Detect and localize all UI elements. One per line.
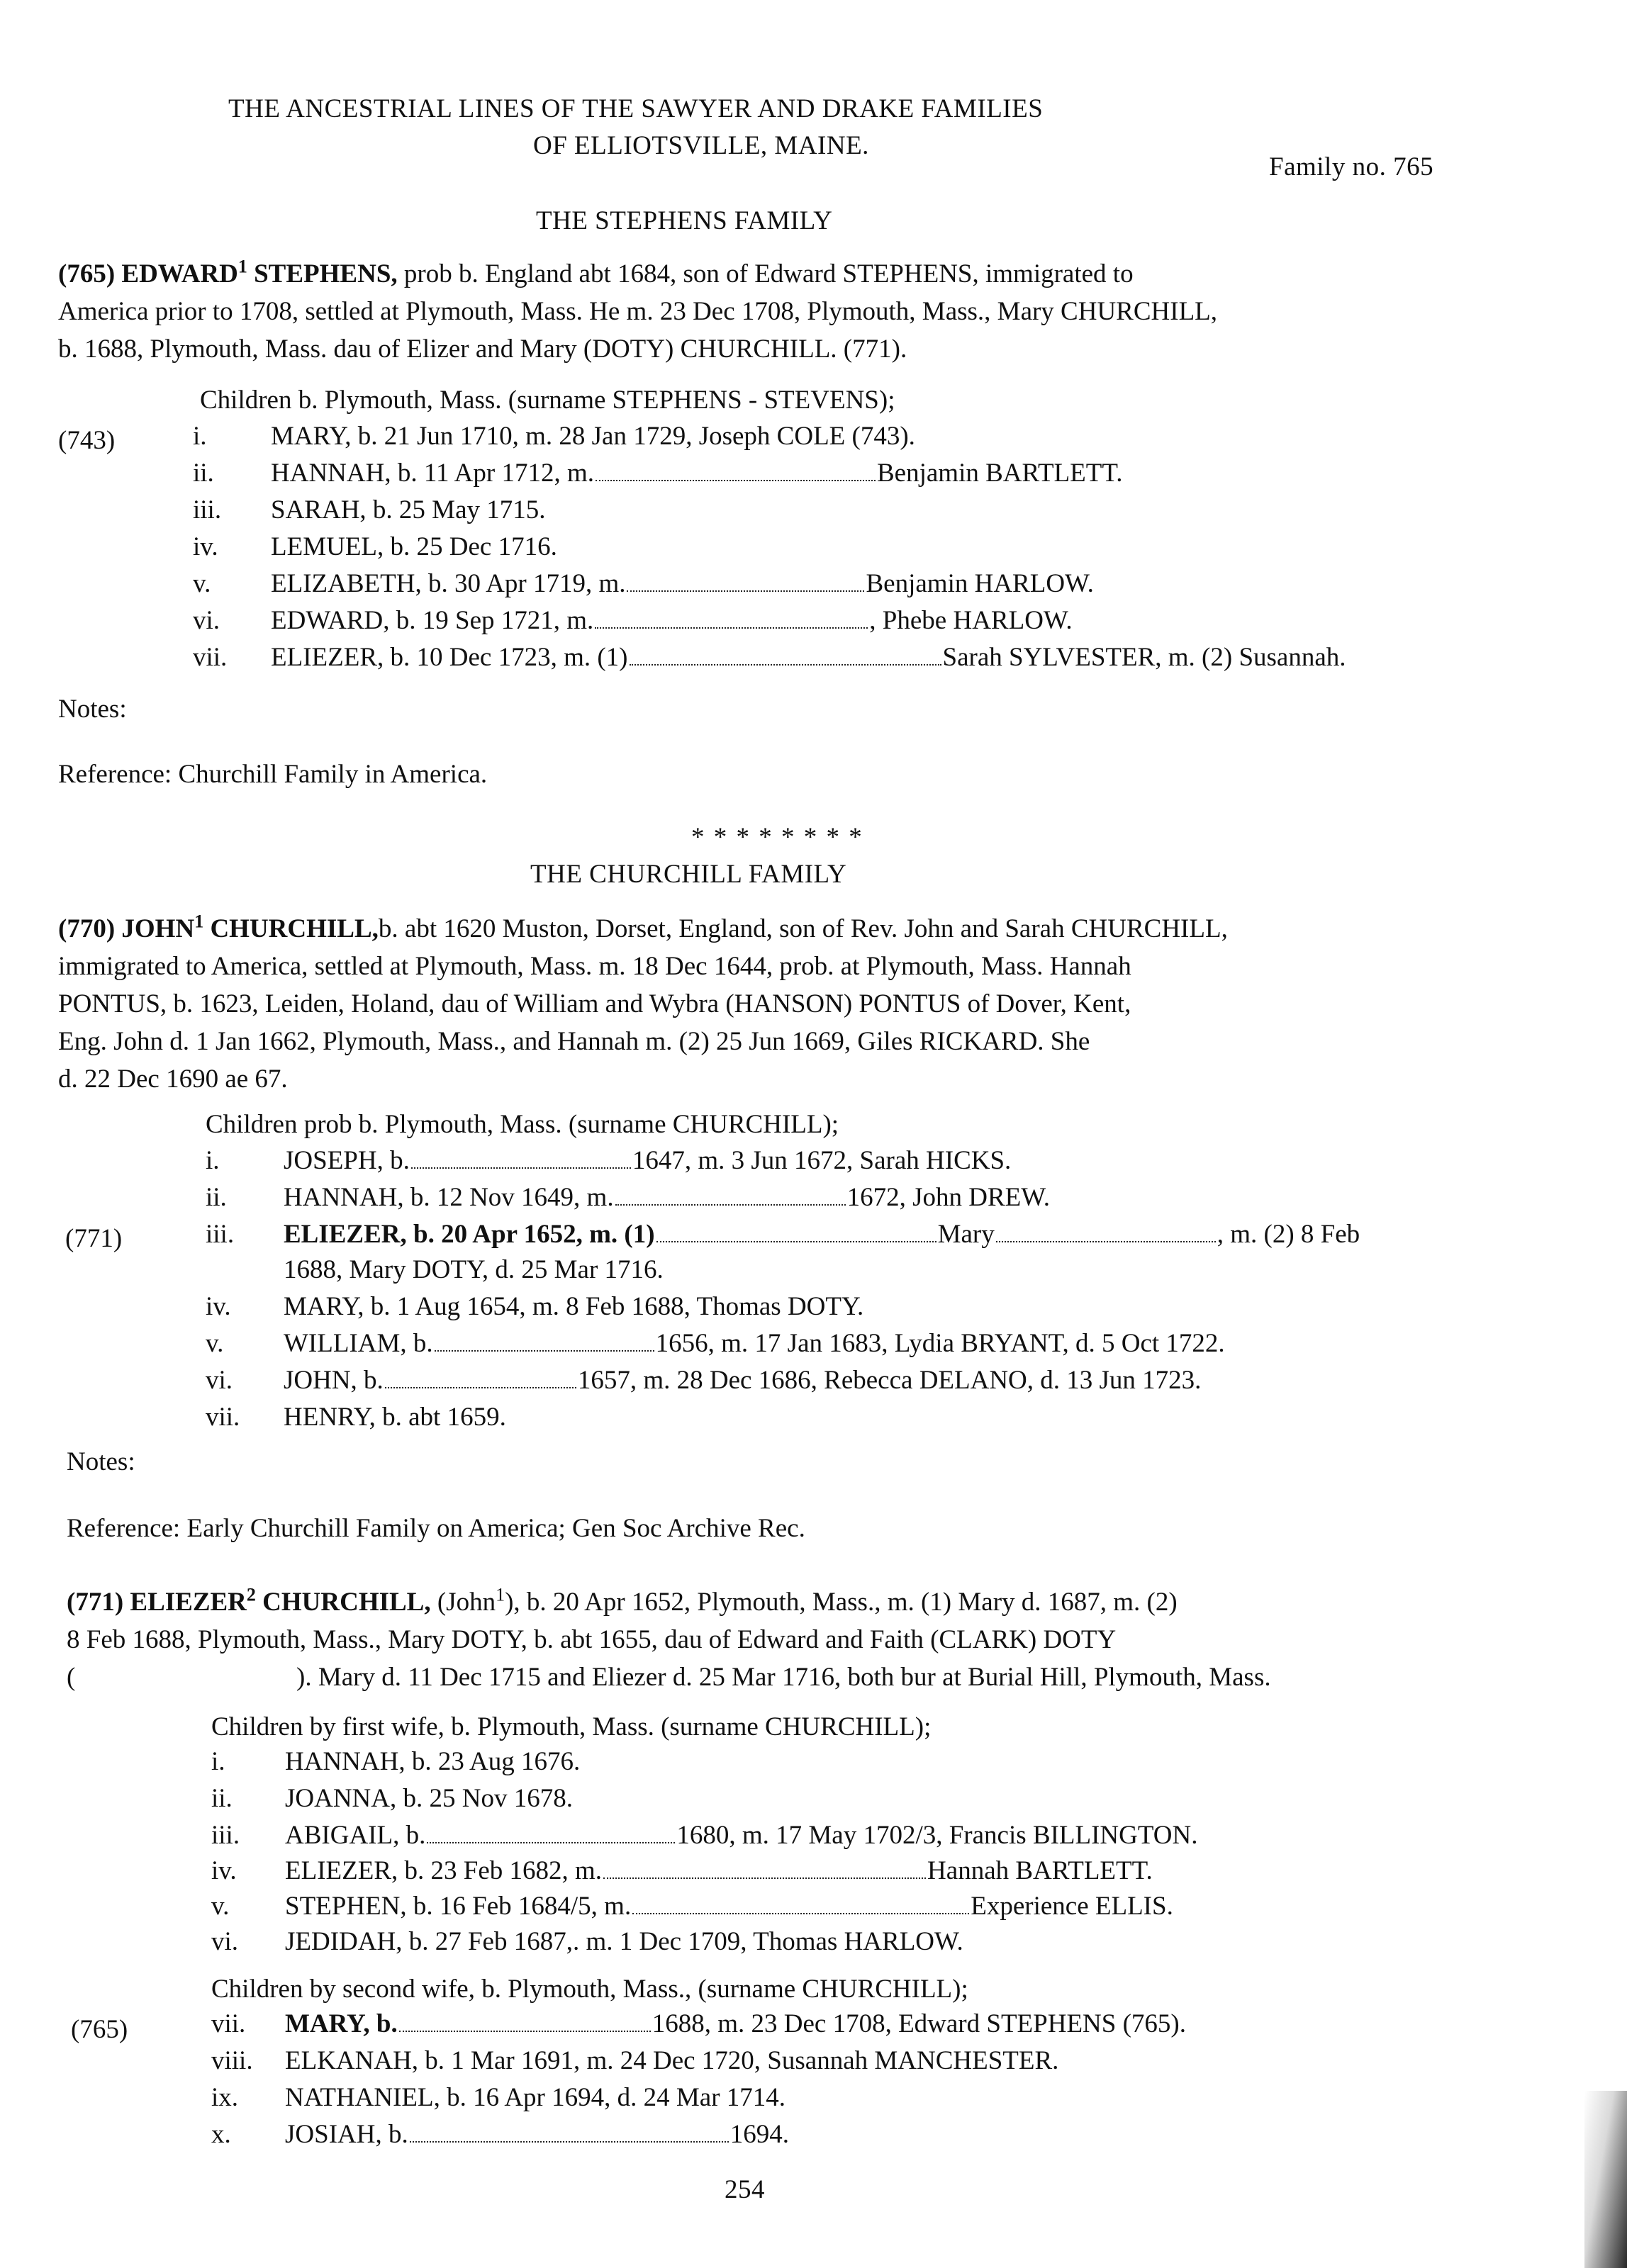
churchill-heading: THE CHURCHILL FAMILY	[530, 860, 847, 889]
section-separator: * * * * * * * *	[691, 823, 863, 852]
stephens-intro-line-2: America prior to 1708, settled at Plymouth, Mass. He m. 23 Dec 1708, Plymouth, Mass., Mary CHURCHILL,	[58, 297, 1218, 326]
child-entry-rest: 1647, m. 3 Jun 1672, Sarah HICKS.	[632, 1146, 1012, 1175]
stephens-intro-generation: 1	[237, 256, 247, 277]
child-number: i.	[193, 422, 207, 451]
child-number: ix.	[211, 2083, 239, 2112]
eliezer-intro-name: CHURCHILL,	[255, 1588, 431, 1617]
stephens-intro-rest: prob b. England abt 1684, son of Edward STEPHENS, immigrated to	[397, 259, 1134, 288]
stephens-notes-label: Notes:	[58, 695, 127, 724]
eliezer-intro-line-3: ). Mary d. 11 Dec 1715 and Eliezer d. 25 Mar 1716, both bur at Burial Hill, Plymouth, Mass.	[296, 1663, 1271, 1692]
eliezer-intro-line-1	[67, 1583, 1178, 1621]
child-entry: STEPHEN, b. 16 Feb 1684/5, m.	[285, 1892, 632, 1921]
child-number: iv.	[206, 1292, 231, 1321]
child-entry: JOSEPH, b.	[284, 1146, 410, 1175]
churchill-intro-line-1	[58, 910, 1228, 948]
child-entry: ELIEZER, b. 20 Apr 1652, m. (1)	[284, 1220, 655, 1249]
churchill-notes-label: Notes:	[67, 1447, 135, 1476]
stephens-intro-line-3: b. 1688, Plymouth, Mass. dau of Elizer and Mary (DOTY) CHURCHILL. (771).	[58, 335, 907, 364]
child-entry: EDWARD, b. 19 Sep 1721, m.	[271, 606, 594, 635]
scan-shadow	[1584, 2091, 1627, 2268]
child-number: i.	[211, 1747, 225, 1776]
blank-line	[410, 2141, 729, 2143]
stephens-heading: THE STEPHENS FAMILY	[536, 206, 833, 235]
page-number: 254	[725, 2175, 765, 2204]
stephens-xref-743: (743)	[58, 426, 116, 455]
child-number: ii.	[193, 459, 214, 488]
child-entry: MARY, b. 21 Jun 1710, m. 28 Jan 1729, Joseph COLE (743).	[271, 422, 915, 451]
child-entry: JEDIDAH, b. 27 Feb 1687,. m. 1 Dec 1709, Thomas HARLOW.	[285, 1927, 963, 1956]
stephens-children-intro: Children b. Plymouth, Mass. (surname STEPHENS - STEVENS);	[200, 386, 895, 415]
child-entry: HANNAH, b. 12 Nov 1649, m.	[284, 1183, 614, 1212]
eliezer-xref-765: (765)	[71, 2015, 128, 2044]
child-entry: WILLIAM, b.	[284, 1329, 433, 1358]
child-number: i.	[206, 1146, 220, 1175]
churchill-intro-rest: b. abt 1620 Muston, Dorset, England, son of Rev. John and Sarah CHURCHILL,	[378, 914, 1228, 943]
child-spouse: Sarah SYLVESTER, m. (2) Susannah.	[942, 643, 1346, 672]
child-entry: NATHANIEL, b. 16 Apr 1694, d. 24 Mar 1714.	[285, 2083, 786, 2112]
blank-line	[435, 1350, 654, 1352]
blank-line	[996, 1241, 1216, 1242]
blank-line	[615, 1204, 846, 1206]
blank-line	[632, 1913, 969, 1914]
child-entry: ABIGAIL, b.	[285, 1821, 426, 1850]
child-entry-rest: 1657, m. 28 Dec 1686, Rebecca DELANO, d. 13 Jun 1723.	[577, 1366, 1202, 1395]
eliezer-intro-rest: ), b. 20 Apr 1652, Plymouth, Mass., m. (1) Mary d. 1687, m. (2)	[505, 1588, 1178, 1617]
churchill-intro-line-2: immigrated to America, settled at Plymouth, Mass. m. 18 Dec 1644, prob. at Plymouth, Mass. Hannah	[58, 952, 1131, 981]
child-number: iv.	[211, 1856, 237, 1885]
eliezer-intro-generation: 2	[246, 1584, 256, 1605]
blank-line	[411, 1167, 631, 1169]
child-number: vi.	[206, 1366, 233, 1395]
child-entry: JOANNA, b. 25 Nov 1678.	[285, 1784, 573, 1813]
child-number: iii.	[206, 1220, 235, 1249]
child-entry-rest: 1694.	[729, 2120, 789, 2149]
churchill-reference: Reference: Early Churchill Family on America; Gen Soc Archive Rec.	[67, 1514, 805, 1543]
eliezer-intro-line-2: 8 Feb 1688, Plymouth, Mass., Mary DOTY, b. abt 1655, dau of Edward and Faith (CLARK) DOTY	[67, 1625, 1117, 1654]
child-number: v.	[193, 569, 211, 598]
child-entry: JOHN, b.	[284, 1366, 384, 1395]
child-entry: HANNAH, b. 11 Apr 1712, m.	[271, 459, 594, 488]
stephens-reference: Reference: Churchill Family in America.	[58, 760, 488, 789]
churchill-intro-id: (770) JOHN	[58, 914, 195, 943]
stephens-intro-line-1	[58, 255, 1134, 293]
eliezer-parent-generation: 1	[496, 1584, 505, 1605]
child-spouse: Benjamin HARLOW.	[866, 569, 1094, 598]
child-spouse: Benjamin BARTLETT.	[876, 459, 1123, 488]
child-number: ii.	[211, 1784, 233, 1813]
child-entry: ELIEZER, b. 23 Feb 1682, m.	[285, 1856, 603, 1885]
title-line-1: THE ANCESTRIAL LINES OF THE SAWYER AND DRAKE FAMILIES	[228, 94, 1044, 123]
child-entry-continuation: 1688, Mary DOTY, d. 25 Mar 1716.	[284, 1255, 664, 1284]
blank-line	[627, 590, 864, 592]
child-spouse: Mary	[937, 1220, 995, 1249]
child-entry: SARAH, b. 25 May 1715.	[271, 495, 546, 524]
child-entry-rest: 1656, m. 17 Jan 1683, Lydia BRYANT, d. 5 Oct 1722.	[655, 1329, 1225, 1358]
eliezer-intro-id: (771) ELIEZER	[67, 1588, 247, 1617]
blank-line	[385, 1387, 576, 1388]
churchill-children-intro: Children prob b. Plymouth, Mass. (surname CHURCHILL);	[206, 1110, 839, 1139]
stephens-intro-id: (765) EDWARD	[58, 259, 238, 288]
blank-line	[603, 1877, 926, 1879]
child-entry-rest: 1680, m. 17 May 1702/3, Francis BILLINGTON.	[676, 1821, 1198, 1850]
child-spouse: Experience ELLIS.	[971, 1892, 1173, 1921]
eliezer-intro-parent: (John	[430, 1588, 496, 1617]
blank-line	[595, 627, 868, 629]
child-entry: JOSIAH, b.	[285, 2120, 408, 2149]
child-entry: ELKANAH, b. 1 Mar 1691, m. 24 Dec 1720, Susannah MANCHESTER.	[285, 2046, 1059, 2075]
churchill-intro-line-3: PONTUS, b. 1623, Leiden, Holand, dau of William and Wybra (HANSON) PONTUS of Dover, Kent,	[58, 989, 1131, 1018]
child-entry: LEMUEL, b. 25 Dec 1716.	[271, 532, 557, 561]
blank-line	[630, 664, 941, 666]
child-entry-rest: 1688, m. 23 Dec 1708, Edward STEPHENS (765).	[652, 2009, 1186, 2038]
family-number: Family no. 765	[1269, 152, 1434, 181]
child-number: vi.	[211, 1927, 239, 1956]
child-entry-rest: , m. (2) 8 Feb	[1217, 1220, 1360, 1249]
blank-line	[399, 2031, 651, 2032]
child-number: iii.	[211, 1821, 240, 1850]
churchill-xref-771: (771)	[65, 1224, 123, 1253]
child-spouse: , Phebe HARLOW.	[869, 606, 1073, 635]
child-number: v.	[211, 1892, 230, 1921]
child-number: iii.	[193, 495, 222, 524]
eliezer-children2-intro: Children by second wife, b. Plymouth, Mass., (surname CHURCHILL);	[211, 1975, 968, 2004]
churchill-intro-name: CHURCHILL,	[203, 914, 379, 943]
child-number: vii.	[193, 643, 228, 672]
eliezer-intro-line-3-paren: (	[67, 1663, 76, 1692]
child-number: vi.	[193, 606, 220, 635]
blank-line	[427, 1842, 675, 1843]
child-number: vii.	[206, 1403, 240, 1432]
child-number: iv.	[193, 532, 218, 561]
child-number: vii.	[211, 2009, 246, 2038]
child-entry: MARY, b. 1 Aug 1654, m. 8 Feb 1688, Thomas DOTY.	[284, 1292, 864, 1321]
eliezer-children1-intro: Children by first wife, b. Plymouth, Mass. (surname CHURCHILL);	[211, 1712, 932, 1741]
child-entry: ELIEZER, b. 10 Dec 1723, m. (1)	[271, 643, 628, 672]
child-number: ii.	[206, 1183, 227, 1212]
blank-line	[656, 1241, 936, 1242]
child-entry: ELIZABETH, b. 30 Apr 1719, m.	[271, 569, 626, 598]
child-entry-rest: 1672, John DREW.	[846, 1183, 1051, 1212]
stephens-intro-name: STEPHENS,	[247, 259, 398, 288]
churchill-intro-line-5: d. 22 Dec 1690 ae 67.	[58, 1065, 288, 1094]
child-number: x.	[211, 2120, 231, 2149]
child-number: v.	[206, 1329, 224, 1358]
child-entry: HANNAH, b. 23 Aug 1676.	[285, 1747, 581, 1776]
blank-line	[596, 480, 876, 481]
child-number: viii.	[211, 2046, 253, 2075]
title-line-2: OF ELLIOTSVILLE, MAINE.	[533, 131, 869, 160]
churchill-intro-generation: 1	[194, 911, 204, 932]
child-spouse: Hannah BARTLETT.	[927, 1856, 1153, 1885]
child-entry: MARY, b.	[285, 2009, 398, 2038]
child-entry: HENRY, b. abt 1659.	[284, 1403, 506, 1432]
churchill-intro-line-4: Eng. John d. 1 Jan 1662, Plymouth, Mass., and Hannah m. (2) 25 Jun 1669, Giles RICKARD. She	[58, 1027, 1090, 1056]
